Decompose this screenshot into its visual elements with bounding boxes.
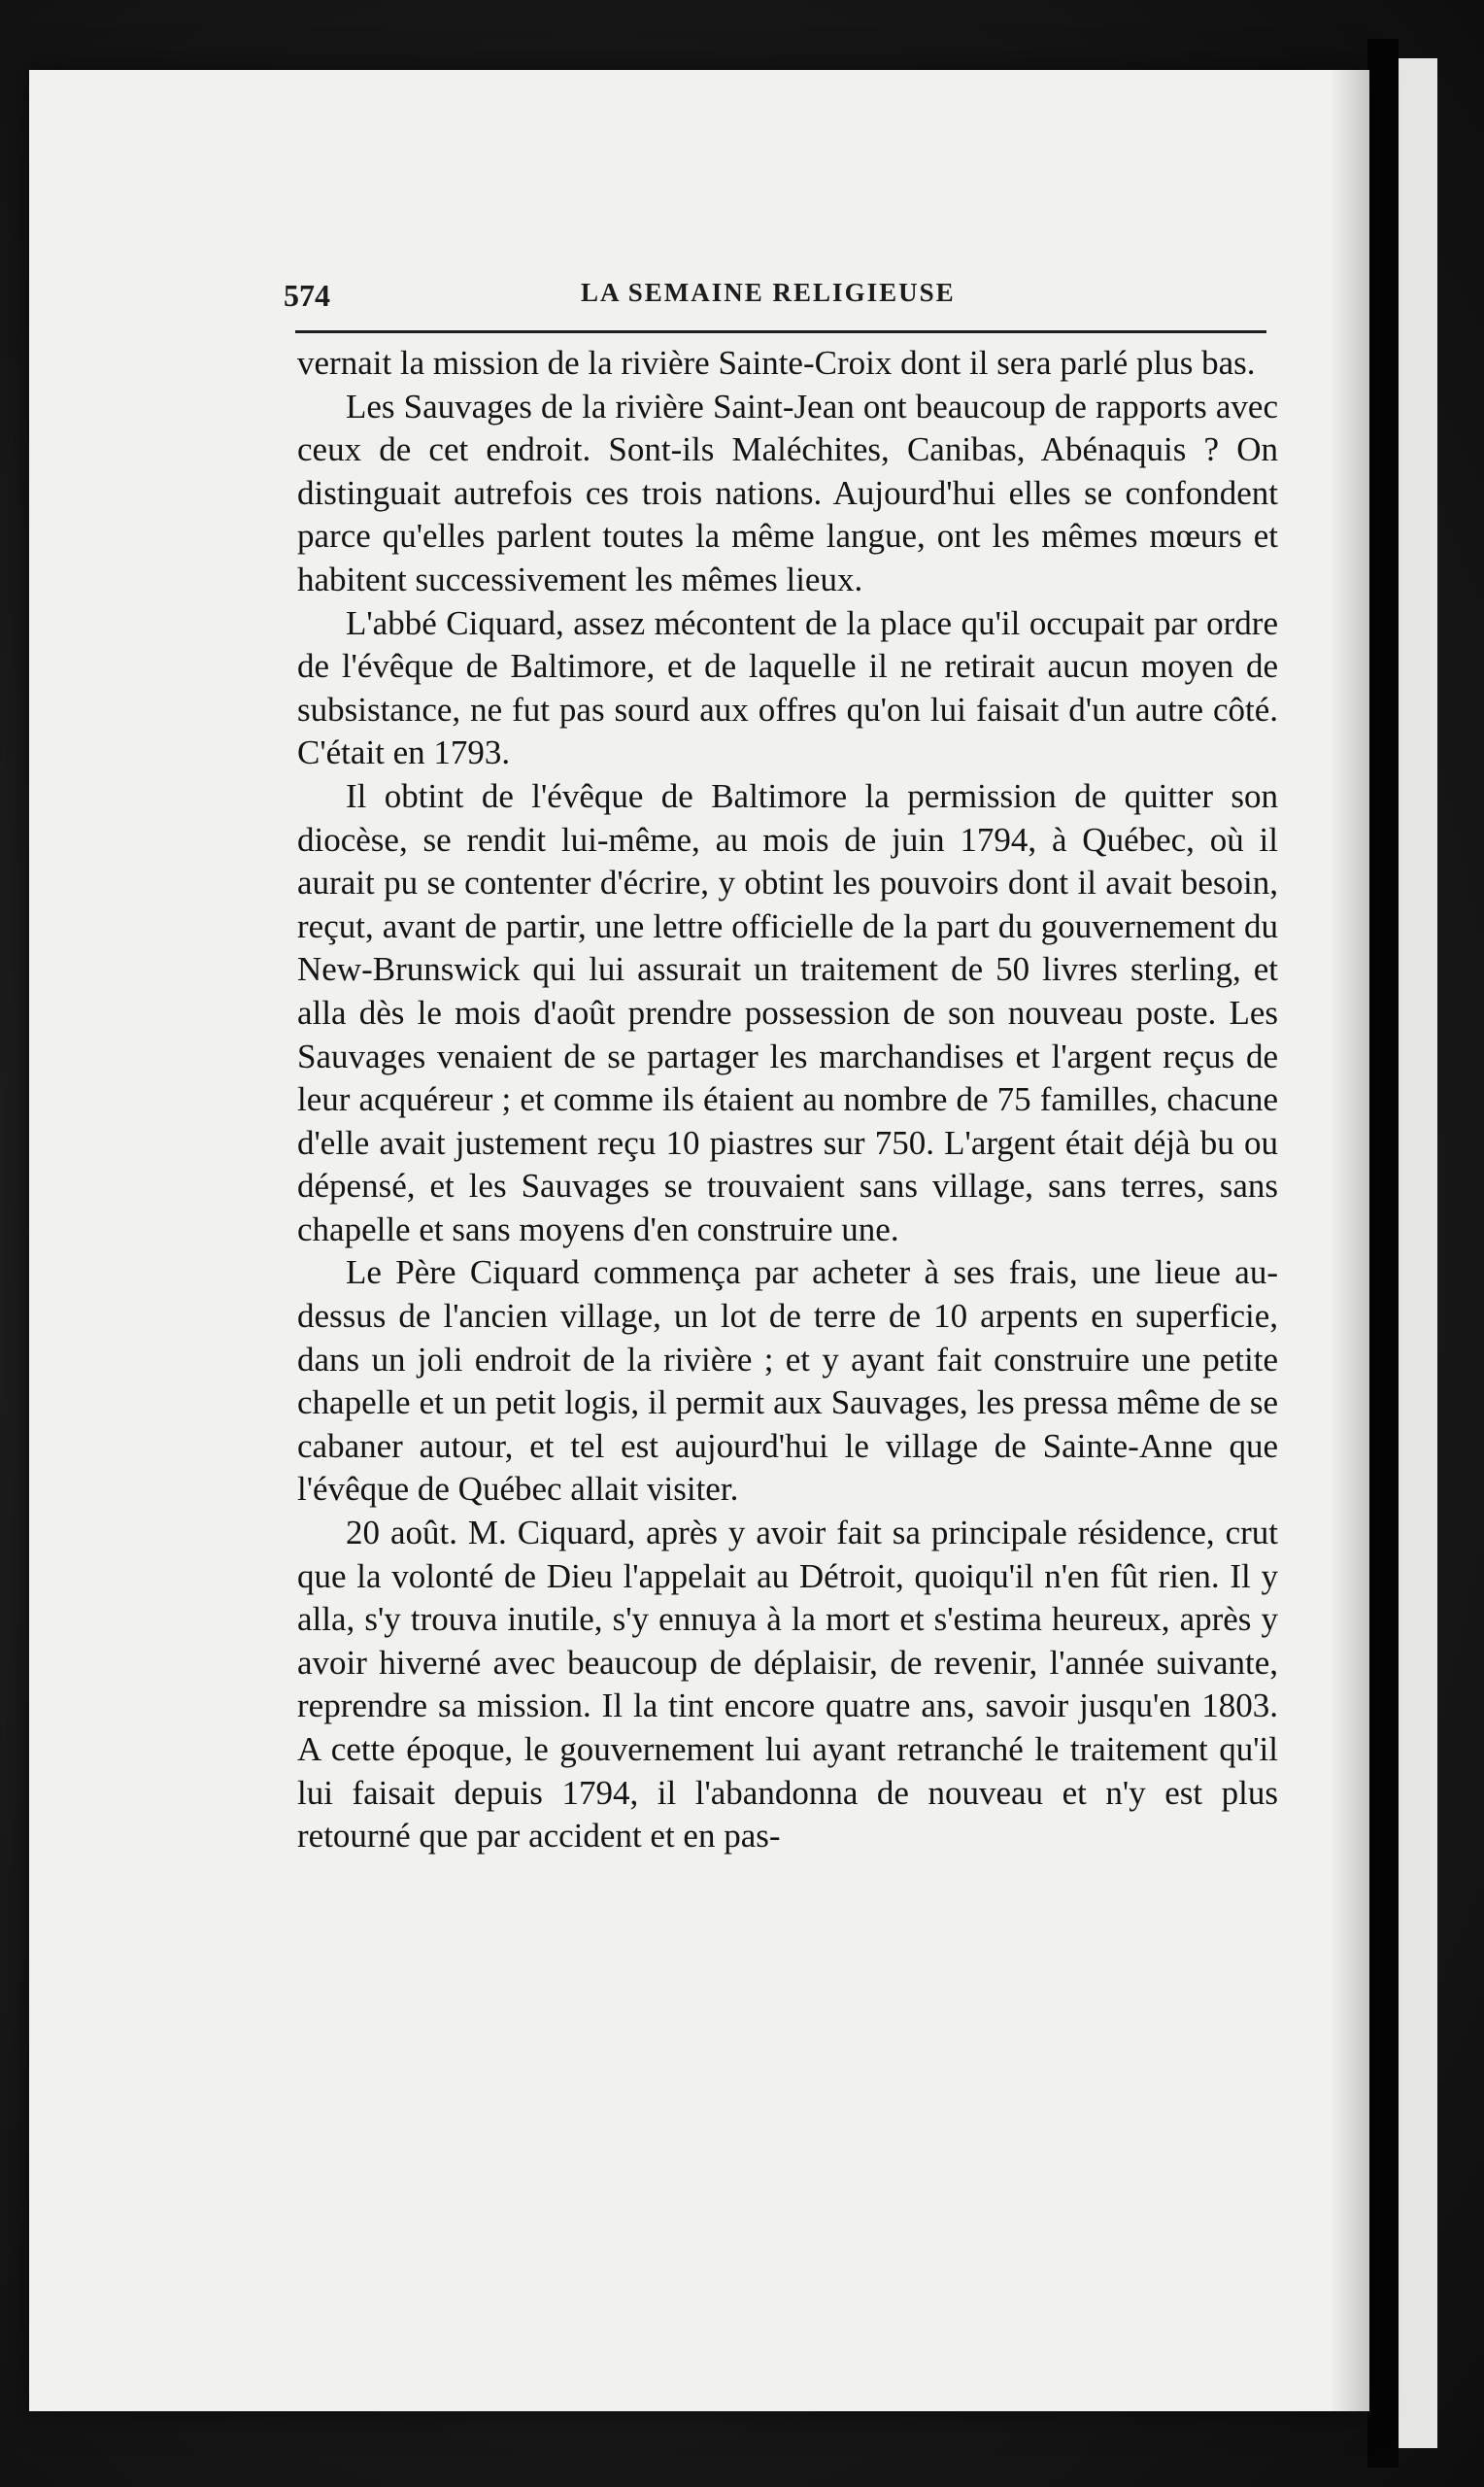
paragraph: Le Père Ciquard commença par acheter à ses frais, une lieue au-dessus de l'ancien village, un lot de terre de 10 arpents en superficie, dans un joli endroit de la rivière ; et y ayant fait construire une petite chapelle et un petit logis, il permit aux Sauvages, les pressa même de se cabaner autour, et tel est aujourd'hui le village de Sainte-Anne que l'évêque de Québec allait visiter.	[297, 1253, 1278, 1509]
paragraph: vernait la mission de la rivière Sainte-Croix dont il sera parlé plus bas.	[297, 344, 1256, 382]
paragraph: L'abbé Ciquard, assez mécontent de la place qu'il occupait par ordre de l'évêque de Baltimore, et de laquelle il ne retirait aucun moyen de subsistance, ne fut pas sourd aux offres qu'on lui faisait d'un autre côté. C'était en 1793.	[297, 603, 1278, 772]
page-number: 574	[284, 278, 330, 313]
paragraph: Les Sauvages de la rivière Saint-Jean ont beaucoup de rapports avec ceux de cet endroit. Sont-ils Maléchites, Canibas, Abénaquis ? On distinguait autrefois ces trois nations. Aujourd'hui elles se confondent parce qu'elles parlent toutes la même langue, ont les mêmes mœurs et habitent successivement les mêmes lieux.	[297, 387, 1278, 598]
body-text	[297, 342, 1278, 1858]
page-header	[264, 262, 1274, 321]
book-gutter	[1367, 39, 1399, 2468]
paragraph: Il obtint de l'évêque de Baltimore la permission de quitter son diocèse, se rendit lui-même, au mois de juin 1794, à Québec, où il aurait pu se contenter d'écrire, y obtint les pouvoirs dont il avait besoin, reçut, avant de partir, une lettre officielle de la part du gouvernement du New-Brunswick qui lui assurait un traitement de 50 livres sterling, et alla dès le mois d'août prendre possession de son nouveau poste. Les Sauvages venaient de se partager les marchandises et l'argent reçus de leur acquéreur ; et comme ils étaient au nombre de 75 familles, chacune d'elle avait justement reçu 10 piastres sur 750. L'argent était déjà bu ou dépensé, et les Sauvages se trouvaient sans village, sans terres, sans chapelle et sans moyens d'en construire une.	[297, 776, 1278, 1248]
header-rule	[295, 330, 1266, 333]
facing-page-edge	[1399, 58, 1437, 2448]
paragraph: 20 août. M. Ciquard, après y avoir fait sa principale résidence, crut que la volonté de Dieu l'appelait au Détroit, quoiqu'il n'en fût rien. Il y alla, s'y trouva inutile, s'y ennuya à la mort et s'estima heureux, après y avoir hiverné avec beaucoup de déplaisir, de revenir, l'année suivante, reprendre sa mission. Il la tint encore quatre ans, savoir jusqu'en 1803. A cette époque, le gouvernement lui ayant retranché le traitement qu'il lui faisait depuis 1794, il l'abandonna de nouveau et n'y est plus retourné que par accident et en pas-	[297, 1514, 1278, 1856]
running-head: LA SEMAINE RELIGIEUSE	[581, 278, 956, 307]
